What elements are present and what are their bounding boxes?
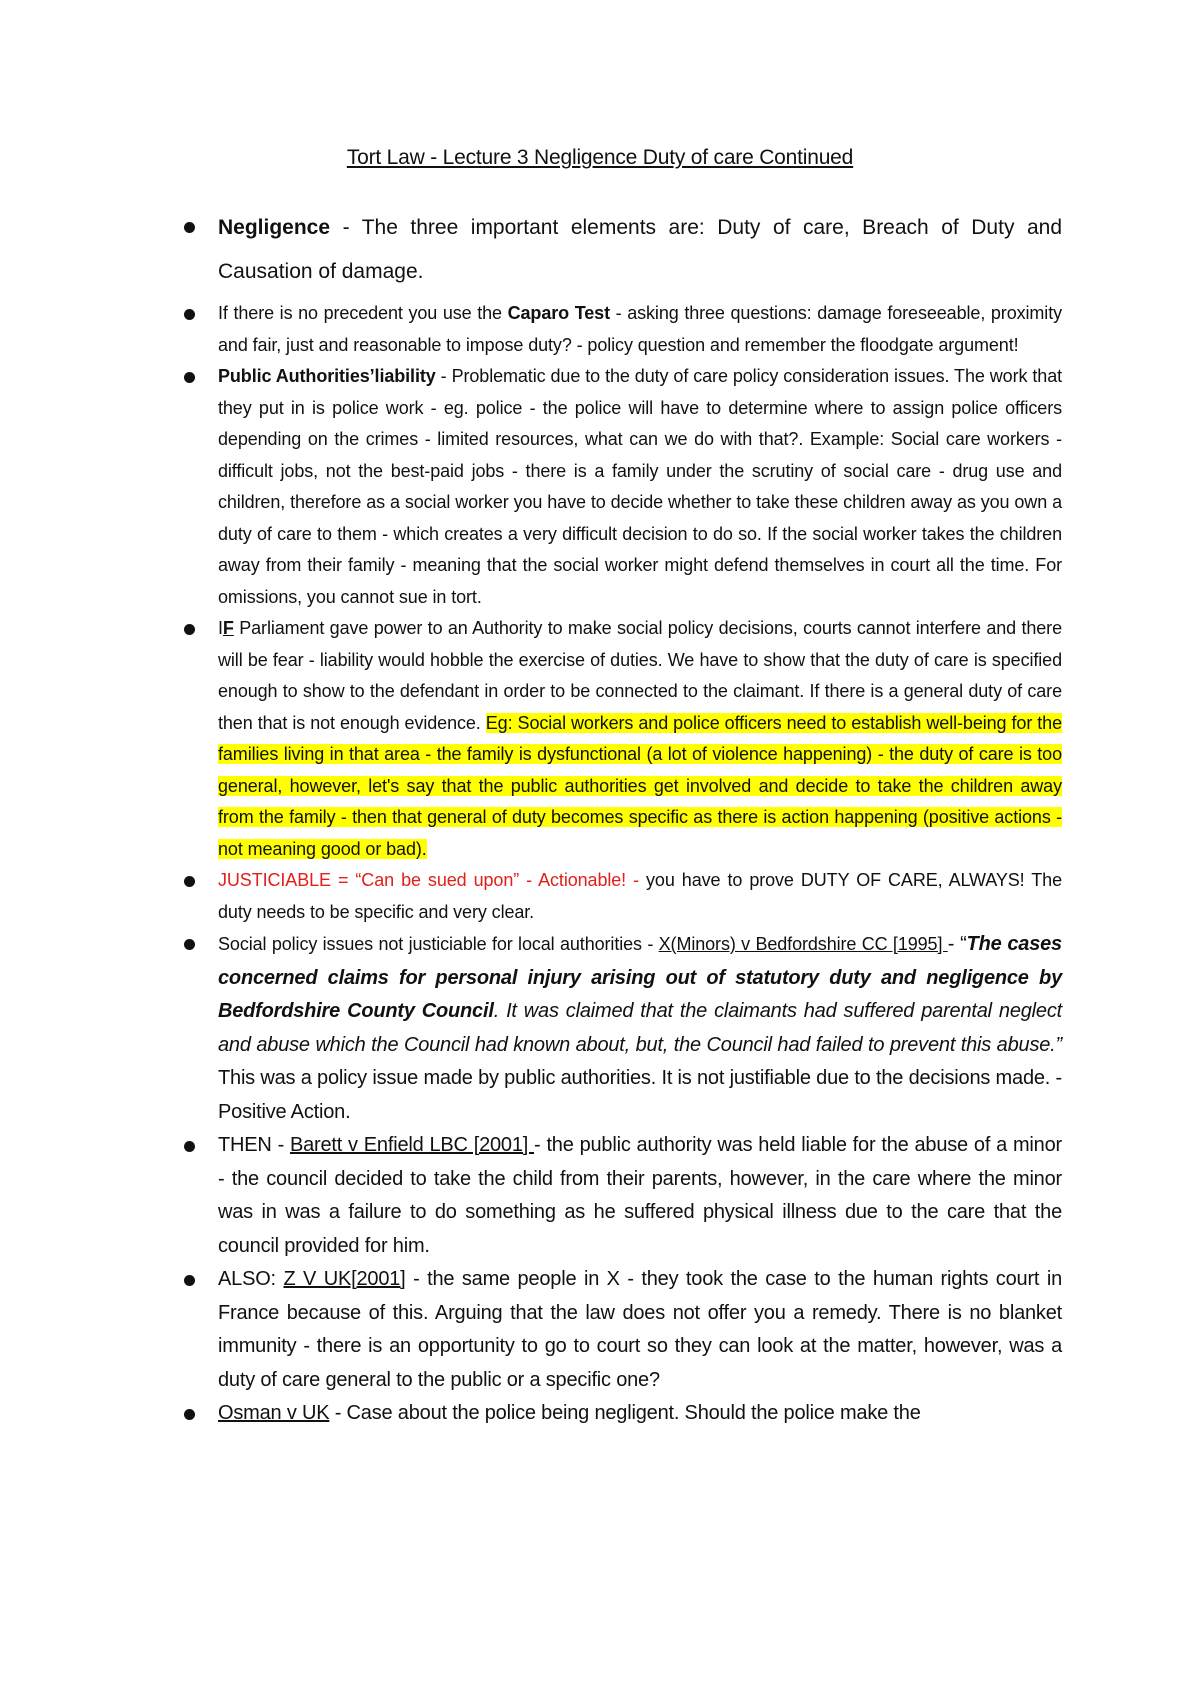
bullet-icon	[184, 222, 195, 233]
lead-i: I	[218, 618, 223, 638]
item-text: Parliament gave power to an Authority to make social policy decisions, courts cannot interfere and there will be fear - liability would hobble the exercise of duties. We have to show that the duty of care is specified enough to show to the defendant in order to be connected to the claimant. If there is a general duty of care then that is not enough evidence.	[218, 618, 1062, 733]
item-pre: THEN -	[218, 1134, 290, 1156]
case-name: Z V UK[2001]	[283, 1268, 406, 1290]
list-item	[186, 1397, 1062, 1431]
bullet-icon	[184, 309, 195, 320]
bullet-icon	[184, 624, 195, 635]
bullet-icon	[184, 939, 195, 950]
list-item	[186, 928, 1062, 1129]
list-item	[186, 206, 1062, 294]
bullet-icon	[184, 372, 195, 383]
term: Negligence	[218, 216, 331, 239]
item-text: - asking three questions: damage foreseeable, proximity and fair, just and reasonable to impose duty? - policy question and remember the floodgate argument!	[218, 303, 1062, 355]
item-pre: ALSO:	[218, 1268, 284, 1290]
item-text: - the same people in X - they took the case to the human rights court in France because of this. Arguing that the law does not offer you a remedy. There is no blanket immunity - there is an opportunity to go to court so they can look at the matter, however, was a duty of care general to the public or a specific one?	[218, 1268, 1062, 1391]
case-quote: . It was claimed that the claimants had suffered parental neglect and abuse which the Council had known about, but, the Council had failed to prevent this abuse.”	[218, 1000, 1062, 1056]
case-quote-bold: The cases concerned claims for personal injury arising out of statutory duty and negligence by Bedfordshire County Council	[218, 933, 1062, 1022]
quote-open: - “	[947, 933, 967, 955]
item-text: - The three important elements are: Duty of care, Breach of Duty and Causation of damage.	[218, 216, 1062, 283]
term: Caparo Test	[507, 303, 610, 323]
list-item	[186, 613, 1062, 865]
page-title: Tort Law - Lecture 3 Negligence Duty of care Continued	[346, 146, 854, 169]
bullet-icon	[184, 876, 195, 887]
bullet-icon	[184, 1275, 195, 1286]
item-text: - Case about the police being negligent. Should the police make the	[329, 1402, 921, 1424]
justiciable-definition: JUSTICIABLE = “Can be sued upon” - Actionable! -	[218, 870, 639, 890]
list-item	[186, 298, 1062, 361]
term: Public Authorities’liability	[218, 366, 436, 386]
notes-list	[186, 206, 1062, 1431]
highlighted-example: Eg: Social workers and police officers need to establish well-being for the families living in that area - the family is dysfunctional (a lot of violence happening) - the duty of care is too general, however, let's say that the public authorities get involved and decide to take the children away from the family - then that general of duty becomes specific as there is action happening (positive actions - not meaning good or bad).	[218, 712, 1062, 859]
case-name: Osman v UK	[218, 1402, 330, 1424]
case-name: X(Minors) v Bedfordshire CC [1995]	[658, 934, 948, 954]
item-pre: If there is no precedent you use the	[218, 303, 508, 323]
item-text: - Problematic due to the duty of care policy consideration issues. The work that they put in is police work - eg. police - the police will have to determine where to assign police officers depending on the crimes - limited resources, what can we do with that?. Example: Social care workers - difficult jobs, not the best-paid jobs - there is a family under the scrutiny of social care - drug use and children, therefore as a social worker you have to decide whether to take these children away as you own a duty of care to them - which creates a very difficult decision to do so. If the social worker takes the children away from their family - meaning that the social worker might defend themselves in court all the time. For omissions, you cannot sue in tort.	[218, 366, 1063, 607]
bullet-icon	[184, 1141, 195, 1152]
list-item	[186, 1263, 1062, 1397]
item-text: you have to prove DUTY OF CARE, ALWAYS! The duty needs to be specific and very clear.	[218, 870, 1062, 922]
item-text: - the public authority was held liable for the abuse of a minor - the council decided to take the child from their parents, however, in the care where the minor was in was a failure to do something as he suffered physical illness due to the care that the council provided for him.	[218, 1134, 1062, 1257]
case-name: Barett v Enfield LBC [2001]	[289, 1134, 535, 1156]
item-text: This was a policy issue made by public authorities. It is not justifiable due to the decisions made. - Positive Action.	[218, 1067, 1062, 1123]
list-item	[186, 1129, 1062, 1263]
item-pre: Social policy issues not justiciable for local authorities -	[218, 934, 659, 954]
list-item	[186, 361, 1062, 613]
list-item	[186, 865, 1062, 928]
lead-f: F	[222, 618, 234, 638]
bullet-icon	[184, 1409, 195, 1420]
